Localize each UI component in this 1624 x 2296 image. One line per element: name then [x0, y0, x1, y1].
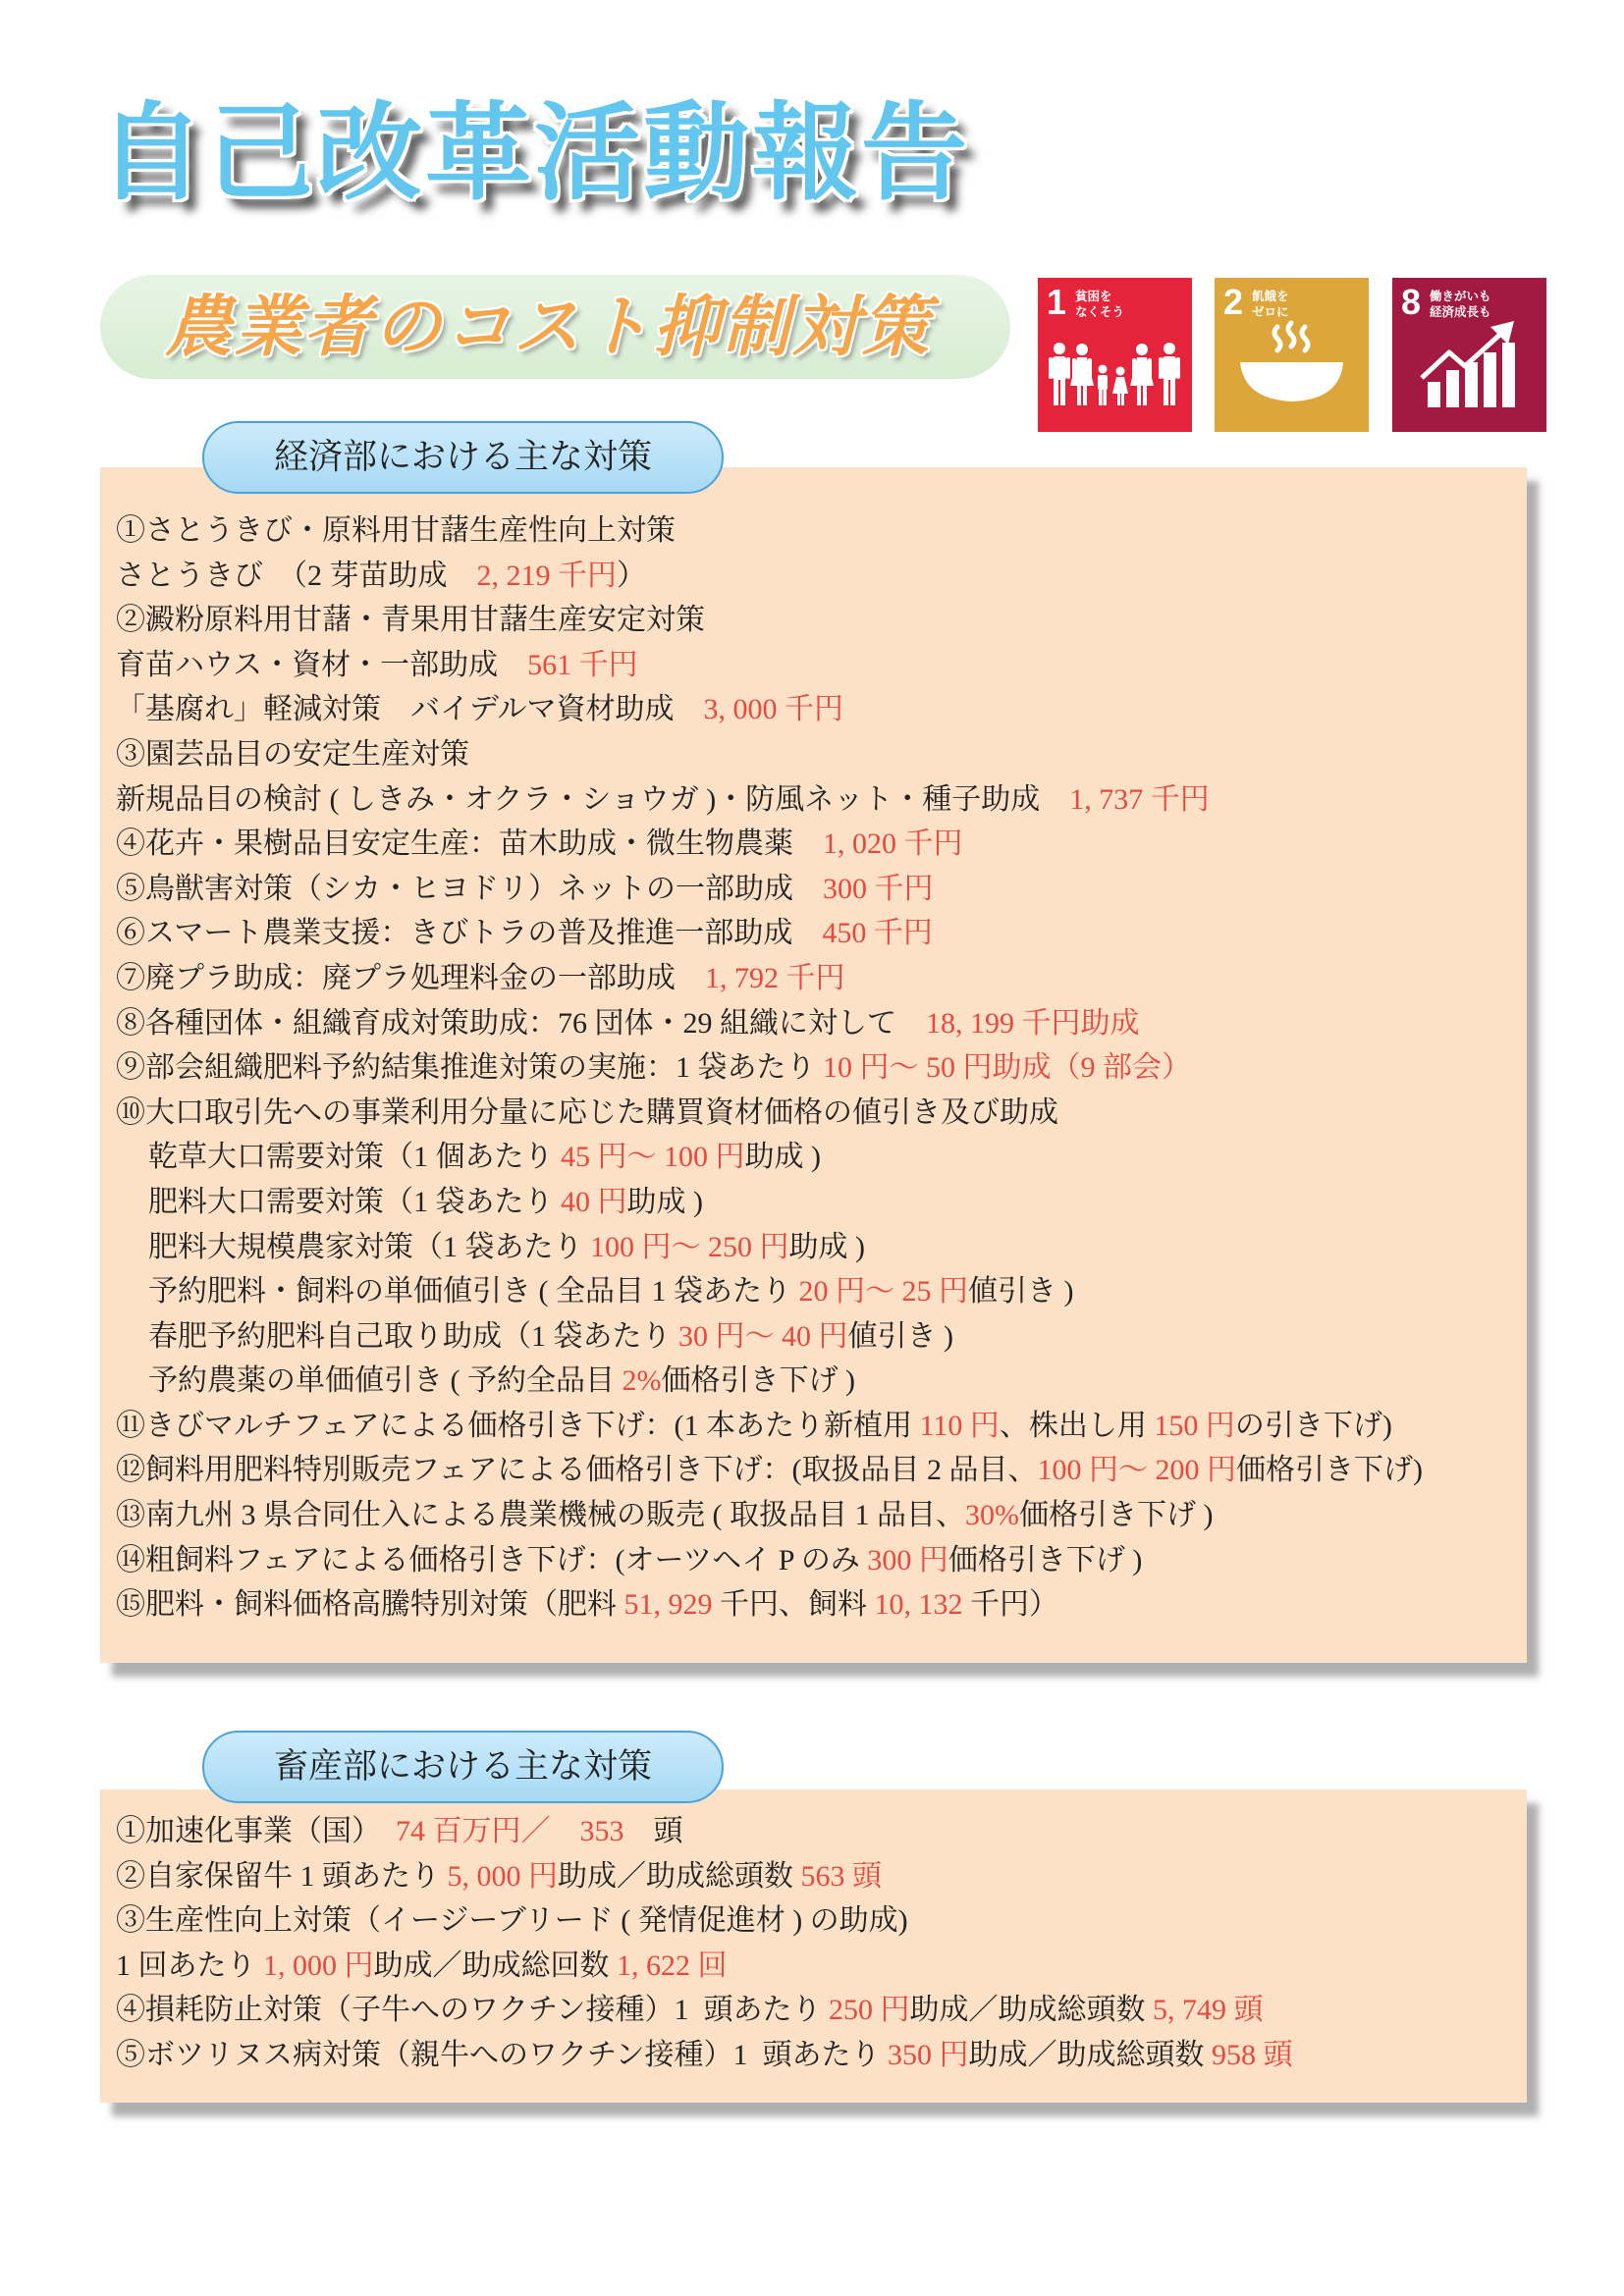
economic-section-heading: 経済部における主な対策	[202, 421, 724, 494]
line-text: 、株出し用	[999, 1409, 1155, 1442]
line-text: 助成／助成総回数	[373, 1949, 617, 1982]
line-text: ②澱粉原料用甘藷・青果用甘藷生産安定対策	[116, 604, 705, 637]
highlight-amount: 300 円	[867, 1543, 948, 1576]
line-text: ⑤ボツリヌス病対策（親牛へのワクチン接種）1 頭あたり	[116, 2038, 888, 2071]
policy-line	[116, 1045, 1423, 1091]
line-text: ⑫飼料用肥料特別販売フェアによる価格引き下げ：(取扱品目 2 品目、	[116, 1454, 1038, 1487]
policy-line	[116, 956, 1423, 1001]
line-text: 春肥予約肥料自己取り助成（1 袋あたり	[148, 1319, 678, 1353]
line-text: ⑥スマート農業支援：きびトラの普及推進一部助成	[116, 917, 823, 950]
line-text: ⑪きびマルチフェアによる価格引き下げ：(1 本あたり新植用	[116, 1409, 920, 1442]
bowl-icon	[1215, 278, 1369, 432]
policy-line	[116, 1854, 1293, 1899]
line-text: 値引き )	[968, 1275, 1074, 1308]
line-text: 助成 )	[788, 1230, 865, 1263]
growth-chart-icon	[1392, 278, 1546, 432]
line-text: ⑩大口取引先への事業利用分量に応じた購買資材価格の値引き及び助成	[116, 1095, 1058, 1129]
policy-line	[116, 508, 1423, 554]
line-text: 助成／助成総頭数	[968, 2038, 1212, 2071]
subtitle: 農業者のコスト抑制対策	[165, 290, 933, 364]
policy-sub-line	[116, 1314, 1423, 1360]
livestock-section-heading: 畜産部における主な対策	[202, 1731, 724, 1803]
line-text: ③生産性向上対策（イージーブリード ( 発情促進材 ) の助成)	[116, 1904, 908, 1938]
policy-line	[116, 1582, 1423, 1628]
line-text: 価格引き下げ )	[1019, 1499, 1214, 1532]
policy-line	[116, 1944, 1293, 1989]
sdg-label-line: 働きがいも	[1430, 290, 1491, 303]
line-text: 新規品目の検討 ( しきみ・オクラ・ショウガ )・防風ネット・種子助成	[116, 782, 1070, 816]
line-text: 千円、飼料	[712, 1588, 875, 1622]
highlight-amount: 18, 199 千円助成	[926, 1006, 1140, 1040]
economic-measures-panel	[100, 467, 1527, 1663]
line-text: ①加速化事業（国）	[116, 1815, 396, 1847]
highlight-amount: 10 円～ 50 円助成（9 部会）	[823, 1051, 1191, 1085]
sdg-number: 2	[1223, 282, 1244, 322]
policy-line	[116, 1988, 1293, 2033]
highlight-amount: 300 千円	[823, 872, 934, 905]
line-text: ）	[617, 559, 646, 592]
highlight-amount: 1, 622 回	[617, 1949, 728, 1982]
policy-line	[116, 1091, 1423, 1136]
subtitle-banner	[100, 275, 1010, 379]
highlight-amount: 1, 737 千円	[1069, 782, 1210, 816]
highlight-amount: 10, 132	[874, 1588, 963, 1622]
policy-line	[116, 1898, 1293, 1944]
policy-line	[116, 1404, 1423, 1449]
line-text: ⑭粗飼料フェアによる価格引き下げ：(オーツヘイ P のみ	[116, 1543, 868, 1576]
highlight-amount: 2%	[622, 1364, 662, 1398]
line-text: ③園芸品目の安定生産対策	[116, 737, 469, 771]
policy-line	[116, 643, 1423, 688]
line-text: 価格引き下げ )	[661, 1364, 855, 1398]
line-text: ④花卉・果樹品目安定生産：苗木助成・微生物農薬	[116, 828, 823, 861]
highlight-amount: 5, 000 円	[447, 1859, 558, 1893]
highlight-amount: 100 円～ 250 円	[590, 1230, 789, 1263]
line-text: ⑦廃プラ助成：廃プラ処理料金の一部助成	[116, 961, 705, 994]
policy-line	[116, 598, 1423, 643]
sdg-label-line: 飢餓を	[1252, 290, 1289, 303]
policy-line	[116, 777, 1423, 823]
livestock-measures-list	[116, 1809, 1293, 2078]
sdg-label-line: 貧困を	[1075, 290, 1112, 303]
highlight-amount: 3, 000 千円	[703, 693, 843, 726]
line-text: ⑨部会組織肥料予約結集推進対策の実施：1 袋あたり	[116, 1051, 823, 1085]
page-title: 自己改革活動報告	[98, 93, 971, 212]
policy-line	[116, 1809, 1293, 1854]
line-text: 助成 )	[744, 1141, 821, 1174]
highlight-amount: 350 円	[888, 2038, 969, 2071]
policy-line	[116, 2033, 1293, 2078]
sdg-goal-8-tile	[1392, 278, 1546, 432]
highlight-amount: 150 円	[1154, 1409, 1235, 1442]
policy-sub-line	[116, 1269, 1423, 1314]
highlight-amount: 110 円	[919, 1409, 1000, 1442]
sdg-number: 1	[1047, 282, 1067, 322]
policy-line	[116, 911, 1423, 956]
line-text: 予約農薬の単価値引き ( 予約全品目	[148, 1364, 623, 1398]
line-text: 頭	[623, 1815, 683, 1847]
line-text: 助成／助成総頭数	[909, 1994, 1153, 2027]
highlight-amount: 561 千円	[527, 648, 638, 681]
highlight-amount: 30 円～ 40 円	[678, 1319, 848, 1353]
highlight-amount: 100 円～ 200 円	[1037, 1454, 1236, 1487]
sdg-label-line: 経済成長も	[1430, 305, 1491, 319]
sdg-number: 8	[1401, 282, 1422, 322]
highlight-amount: 40 円	[561, 1185, 627, 1218]
policy-line	[116, 732, 1423, 777]
line-text: ⑮肥料・飼料価格高騰特別対策（肥料	[116, 1588, 624, 1622]
highlight-amount: 958 頭	[1212, 2038, 1293, 2071]
highlight-amount: 563 頭	[800, 1859, 882, 1893]
line-text: 千円）	[962, 1588, 1058, 1622]
highlight-amount: 1, 792 千円	[705, 961, 845, 994]
highlight-amount: 45 円～ 100 円	[561, 1141, 745, 1174]
line-text: 肥料大規模農家対策（1 袋あたり	[148, 1230, 590, 1263]
policy-line	[116, 867, 1423, 912]
economic-measures-list	[116, 508, 1423, 1628]
policy-sub-line	[116, 1225, 1423, 1270]
policy-line	[116, 1493, 1423, 1538]
line-text: 予約肥料・飼料の単価値引き ( 全品目 1 袋あたり	[148, 1275, 799, 1308]
highlight-amount: 5, 749 頭	[1153, 1994, 1264, 2027]
line-text: 値引き )	[847, 1319, 953, 1353]
line-text: 助成 )	[626, 1185, 703, 1218]
policy-line	[116, 554, 1423, 599]
line-text: ④損耗防止対策（子牛へのワクチン接種）1 頭あたり	[116, 1994, 829, 2027]
line-text: さとうきび （2 芽苗助成	[116, 559, 477, 592]
policy-sub-line	[116, 1359, 1423, 1404]
highlight-amount: 1, 000 円	[263, 1949, 374, 1982]
line-text: 価格引き下げ )	[947, 1543, 1143, 1576]
sdg-goal-1-tile	[1038, 278, 1192, 432]
highlight-amount: 20 円～ 25 円	[798, 1275, 968, 1308]
line-text: 1 回あたり	[116, 1949, 263, 1982]
highlight-amount: 250 円	[829, 1994, 910, 2027]
highlight-amount: 450 千円	[822, 917, 933, 950]
line-text: 「基腐れ」軽減対策 バイデルマ資材助成	[116, 693, 704, 726]
highlight-amount: 30%	[965, 1499, 1019, 1532]
line-text: 価格引き下げ)	[1236, 1454, 1423, 1487]
line-text: 肥料大口需要対策（1 袋あたり	[148, 1185, 561, 1218]
line-text: の引き下げ)	[1234, 1409, 1392, 1442]
policy-line	[116, 1538, 1423, 1583]
policy-sub-line	[116, 1180, 1423, 1225]
policy-line	[116, 687, 1423, 732]
line-text: ①さとうきび・原料用甘藷生産性向上対策	[116, 514, 676, 547]
sdg-label-line: なくそう	[1075, 305, 1125, 319]
sdg-goal-2-tile	[1215, 278, 1369, 432]
line-text: 乾草大口需要対策（1 個あたり	[148, 1141, 561, 1174]
policy-line	[116, 1001, 1423, 1046]
highlight-amount: 2, 219 千円	[476, 559, 617, 592]
policy-sub-line	[116, 1135, 1423, 1180]
line-text: ⑬南九州 3 県合同仕入による農業機械の販売 ( 取扱品目 1 品目、	[116, 1499, 965, 1532]
highlight-amount: 74 百万円／ 353	[396, 1815, 624, 1847]
policy-line	[116, 822, 1423, 867]
line-text: 育苗ハウス・資材・一部助成	[116, 648, 528, 681]
line-text: ②自家保留牛 1 頭あたり	[116, 1859, 448, 1893]
policy-line	[116, 1448, 1423, 1493]
highlight-amount: 1, 020 千円	[823, 828, 963, 861]
line-text: 助成／助成総頭数	[558, 1859, 801, 1893]
line-text: ⑤鳥獣害対策（シカ・ヒヨドリ）ネットの一部助成	[116, 872, 823, 905]
highlight-amount: 51, 929	[623, 1588, 713, 1622]
livestock-measures-panel	[100, 1789, 1527, 2103]
family-icon	[1038, 278, 1192, 432]
line-text: ⑧各種団体・組織育成対策助成：76 団体・29 組織に対して	[116, 1006, 926, 1040]
sdg-label-line: ゼロに	[1252, 305, 1289, 319]
